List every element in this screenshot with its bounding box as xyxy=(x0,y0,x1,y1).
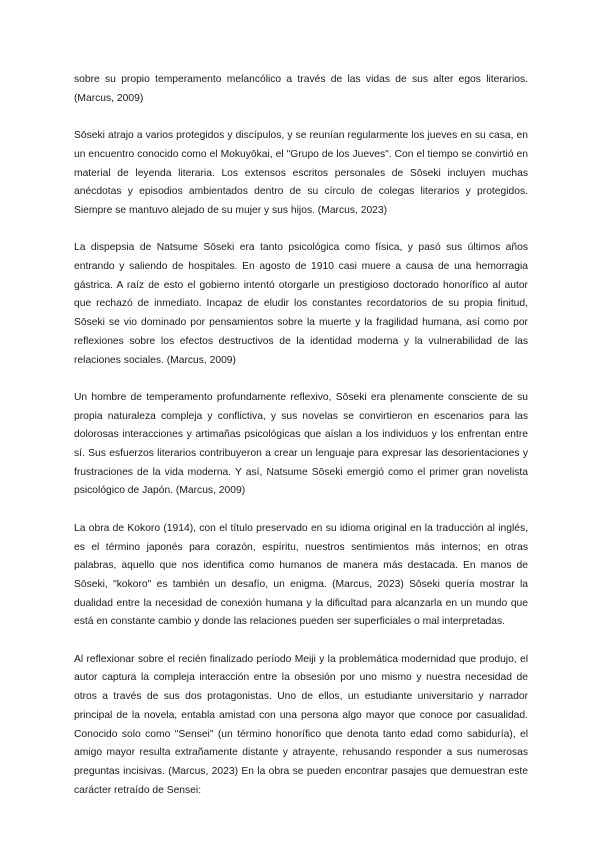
body-text xyxy=(74,71,528,800)
paragraph-5: La obra de Kokoro (1914), con el título preservado en su idioma original en la traducción al inglés, es el término japonés para corazón, espíritu, nuestros sentimientos más internos; en otras palabras, aquello que nos identifica como humanos de manera más destacada. En manos de Sōseki, "kokoro" es también un desafío, un enigma. (Marcus, 2023) Sōseki quería mostrar la dualidad entre la necesidad de conexión humana y la dificultad para alcanzarla en un mundo que está en constante cambio y donde las relaciones pueden ser superficiales o mal interpretadas. xyxy=(74,522,528,628)
paragraph-3: La dispepsia de Natsume Sōseki era tanto psicológica como física, y pasó sus últimos años entrando y saliendo de hospitales. En agosto de 1910 casi muere a causa de una hemorragia gástrica. A raíz de esto el gobierno intentó otorgarle un prestigioso doctorado honorífico al autor que rechazó de inmediato. Incapaz de eludir los constantes recordatorios de su propia finitud, Sōseki se vio dominado por pensamientos sobre la muerte y la fragilidad humana, así como por reflexiones sobre los efectos destructivos de la identidad moderna y la vulnerabilidad de las relaciones sociales. (Marcus, 2009) xyxy=(74,242,528,366)
paragraph-2: Sōseki atrajo a varios protegidos y discípulos, y se reunían regularmente los jueves en su casa, en un encuentro conocido como el Mokuyōkai, el "Grupo de los Jueves". Con el tiempo se convirtió en material de leyenda literaria. Los extensos escritos personales de Sōseki incluyen muchas anécdotas y episodios ambientados dentro de su círculo de colegas literarios y protegidos. Siempre se mantuvo alejado de su mujer y sus hijos. (Marcus, 2023) xyxy=(74,130,528,216)
paragraph-6: Al reflexionar sobre el recién finalizado período Meiji y la problemática modernidad que produjo, el autor captura la compleja interacción entre la obsesión por uno mismo y nuestra necesidad de otros a través de sus dos protagonistas. Uno de ellos, un estudiante universitario y narrador principal de la novela, entabla amistad con una persona algo mayor que conoce por casualidad. Conocido solo como "Sensei" (un término honorífico que denota tanto edad como sabiduría), el amigo mayor resulta extrañamente distante y atrayente, rehusando responder a sus numerosas preguntas incisivas. (Marcus, 2023) En la obra se pueden encontrar pasajes que demuestran este carácter retraído de Sensei: xyxy=(74,653,528,796)
paragraph-4: Un hombre de temperamento profundamente reflexivo, Sōseki era plenamente consciente de su propia naturaleza compleja y conflictiva, y sus novelas se convirtieron en escenarios para las dolorosas interacciones y artimañas psicológicas que aíslan a los individuos y los enfrentan entre sí. Sus esfuerzos literarios contribuyeron a crear un lenguaje para expresar las desorientaciones y frustraciones de la vida moderna. Y así, Natsume Sōseki emergió como el primer gran novelista psicológico de Japón. (Marcus, 2009) xyxy=(74,391,528,497)
paragraph-1: sobre su propio temperamento melancólico a través de las vidas de sus alter egos literarios. (Marcus, 2009) xyxy=(74,74,528,104)
